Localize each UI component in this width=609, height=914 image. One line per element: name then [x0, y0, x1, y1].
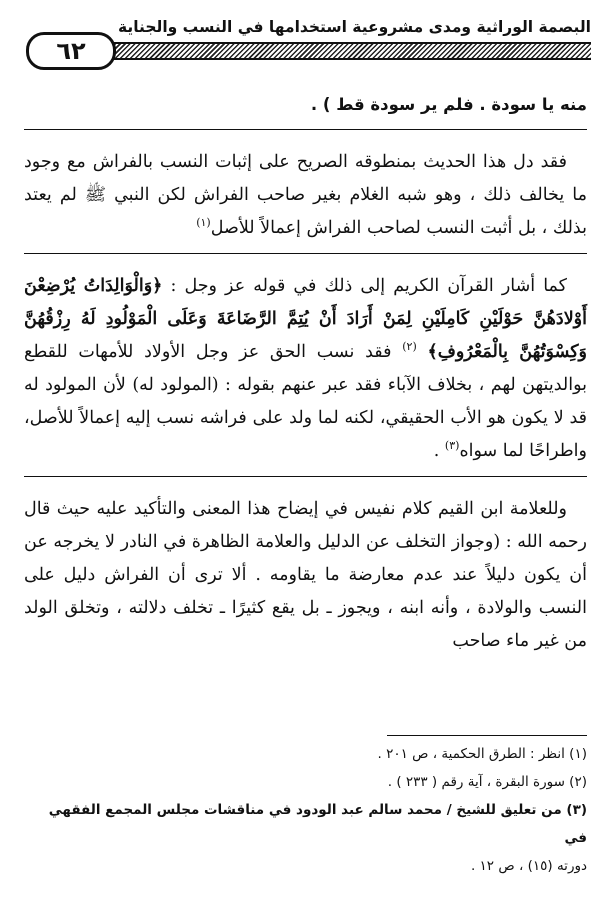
paragraph-separator	[24, 253, 587, 254]
paragraph-0: منه يا سودة . فلم ير سودة قط ) .	[310, 95, 587, 114]
quran-verse: ﴿وَالْوَالِدَاتُ يُرْضِعْنَ أَوْلادَهُنَّ حَوْلَيْنِ كَامِلَيْنِ لِمَنْ أَرَادَ أَنْ يُتِمَّ الرَّضَاعَةَ وَعَلَى الْمَوْلُودِ لَهُ رِزْقُهُنَّ وَكِسْوَتُهُنَّ بِالْمَعْرُوفِ﴾	[24, 276, 587, 362]
footnote-ref-2: (٢)	[402, 340, 417, 354]
footnote-separator	[387, 735, 587, 736]
running-title: البصمة الوراثية ومدى مشروعية استخدامها في النسب والجناية	[117, 18, 591, 36]
page-header	[18, 18, 591, 74]
page-number: ٦٢	[26, 32, 116, 70]
footnote-ref-1: (١)	[196, 216, 211, 230]
paragraph-2-continued: فقد نسب الحق عز وجل الأولاد للأمهات للقطع بوالديتهن لهم ، بخلاف الآباء فقد عبر عنهم بقوله : (المولود له) لأن المولود له قد لا يكون هو الأب الحقيقي، لكنه لما ولد على فراشه نسب إليه إعمالاً للأصل، واطراحًا لما سواه	[24, 342, 587, 461]
footnote-3: (٣) من تعليق للشيخ / محمد سالم عبد الودود في مناقشات مجلس المجمع الفقهي في	[48, 802, 587, 846]
footnotes	[24, 740, 587, 880]
paragraph-2-text: كما أشار القرآن الكريم إلى ذلك في قوله عز وجل :	[170, 276, 567, 296]
footnote-1: (١) انظر : الطرق الحكمية ، ص ٢٠١ .	[377, 746, 587, 762]
paragraph-3-text: وللعلامة ابن القيم كلام نفيس في إيضاح هذا المعنى والتأكيد عليه حيث قال رحمه الله : (وجواز التخلف عن الدليل والعلامة الظاهرة في النادر لا يخرجه عن أن يكون دليلاً عند عدم معارضة ما يقاومه . ألا ترى أن الفراش دليل على النسب والولادة ، وأنه ابنه ، ويجوز ـ بل يقع كثيرًا ـ تخلف دلالته ، وتخلق الولد من غير ماء صاحب	[24, 499, 588, 651]
main-text	[24, 88, 587, 664]
paragraph-1	[24, 146, 587, 245]
paragraph-separator	[24, 476, 587, 477]
footnote-ref-3: (٣)	[444, 439, 460, 453]
hadith-end-line	[24, 88, 587, 121]
footnote-2: (٢) سورة البقرة ، آية رقم ( ٢٣٣ ) .	[387, 774, 587, 790]
paragraph-1-text: فقد دل هذا الحديث بمنطوقه الصريح على إثبات النسب بالفراش مع وجود ما يخالف ذلك ، وهو شبه الغلام بغير صاحب الفراش لكن النبي ﷺ لم يعتد بذلك ، بل أثبت النسب لصاحب الفراش إعمالاً للأصل	[24, 152, 587, 238]
footnote-3-continued: دورته (١٥) ، ص ١٢ .	[470, 858, 587, 874]
header-hatched-rule	[114, 42, 591, 60]
paragraph-3	[24, 493, 587, 658]
paragraph-2: كما أشار القرآن الكريم إلى ذلك في قوله عز وجل : ﴿وَالْوَالِدَاتُ يُرْضِعْنَ أَوْلادَهُنَّ حَوْلَيْنِ كَامِلَيْنِ لِمَنْ أَرَادَ أَنْ يُتِمَّ الرَّضَاعَةَ وَعَلَى الْمَوْلُودِ لَهُ رِزْقُهُنَّ وَكِسْوَتُهُنَّ بِالْمَعْرُوفِ﴾ $^{(٢)}$ فقد نسب الحق عز وجل الأولاد للأمهات للقطع بوالديتهن لهم ، بخلاف الآباء فقد عبر عنهم بقوله : (المولود له) لأن المولود له قد لا يكون هو الأب الحقيقي، لكنه لما ولد على فراشه نسب إليه إعمالاً للأصل، واطراحًا لما سواه$^{(٣)}$ .	[24, 276, 587, 461]
paragraph-separator	[24, 129, 587, 130]
